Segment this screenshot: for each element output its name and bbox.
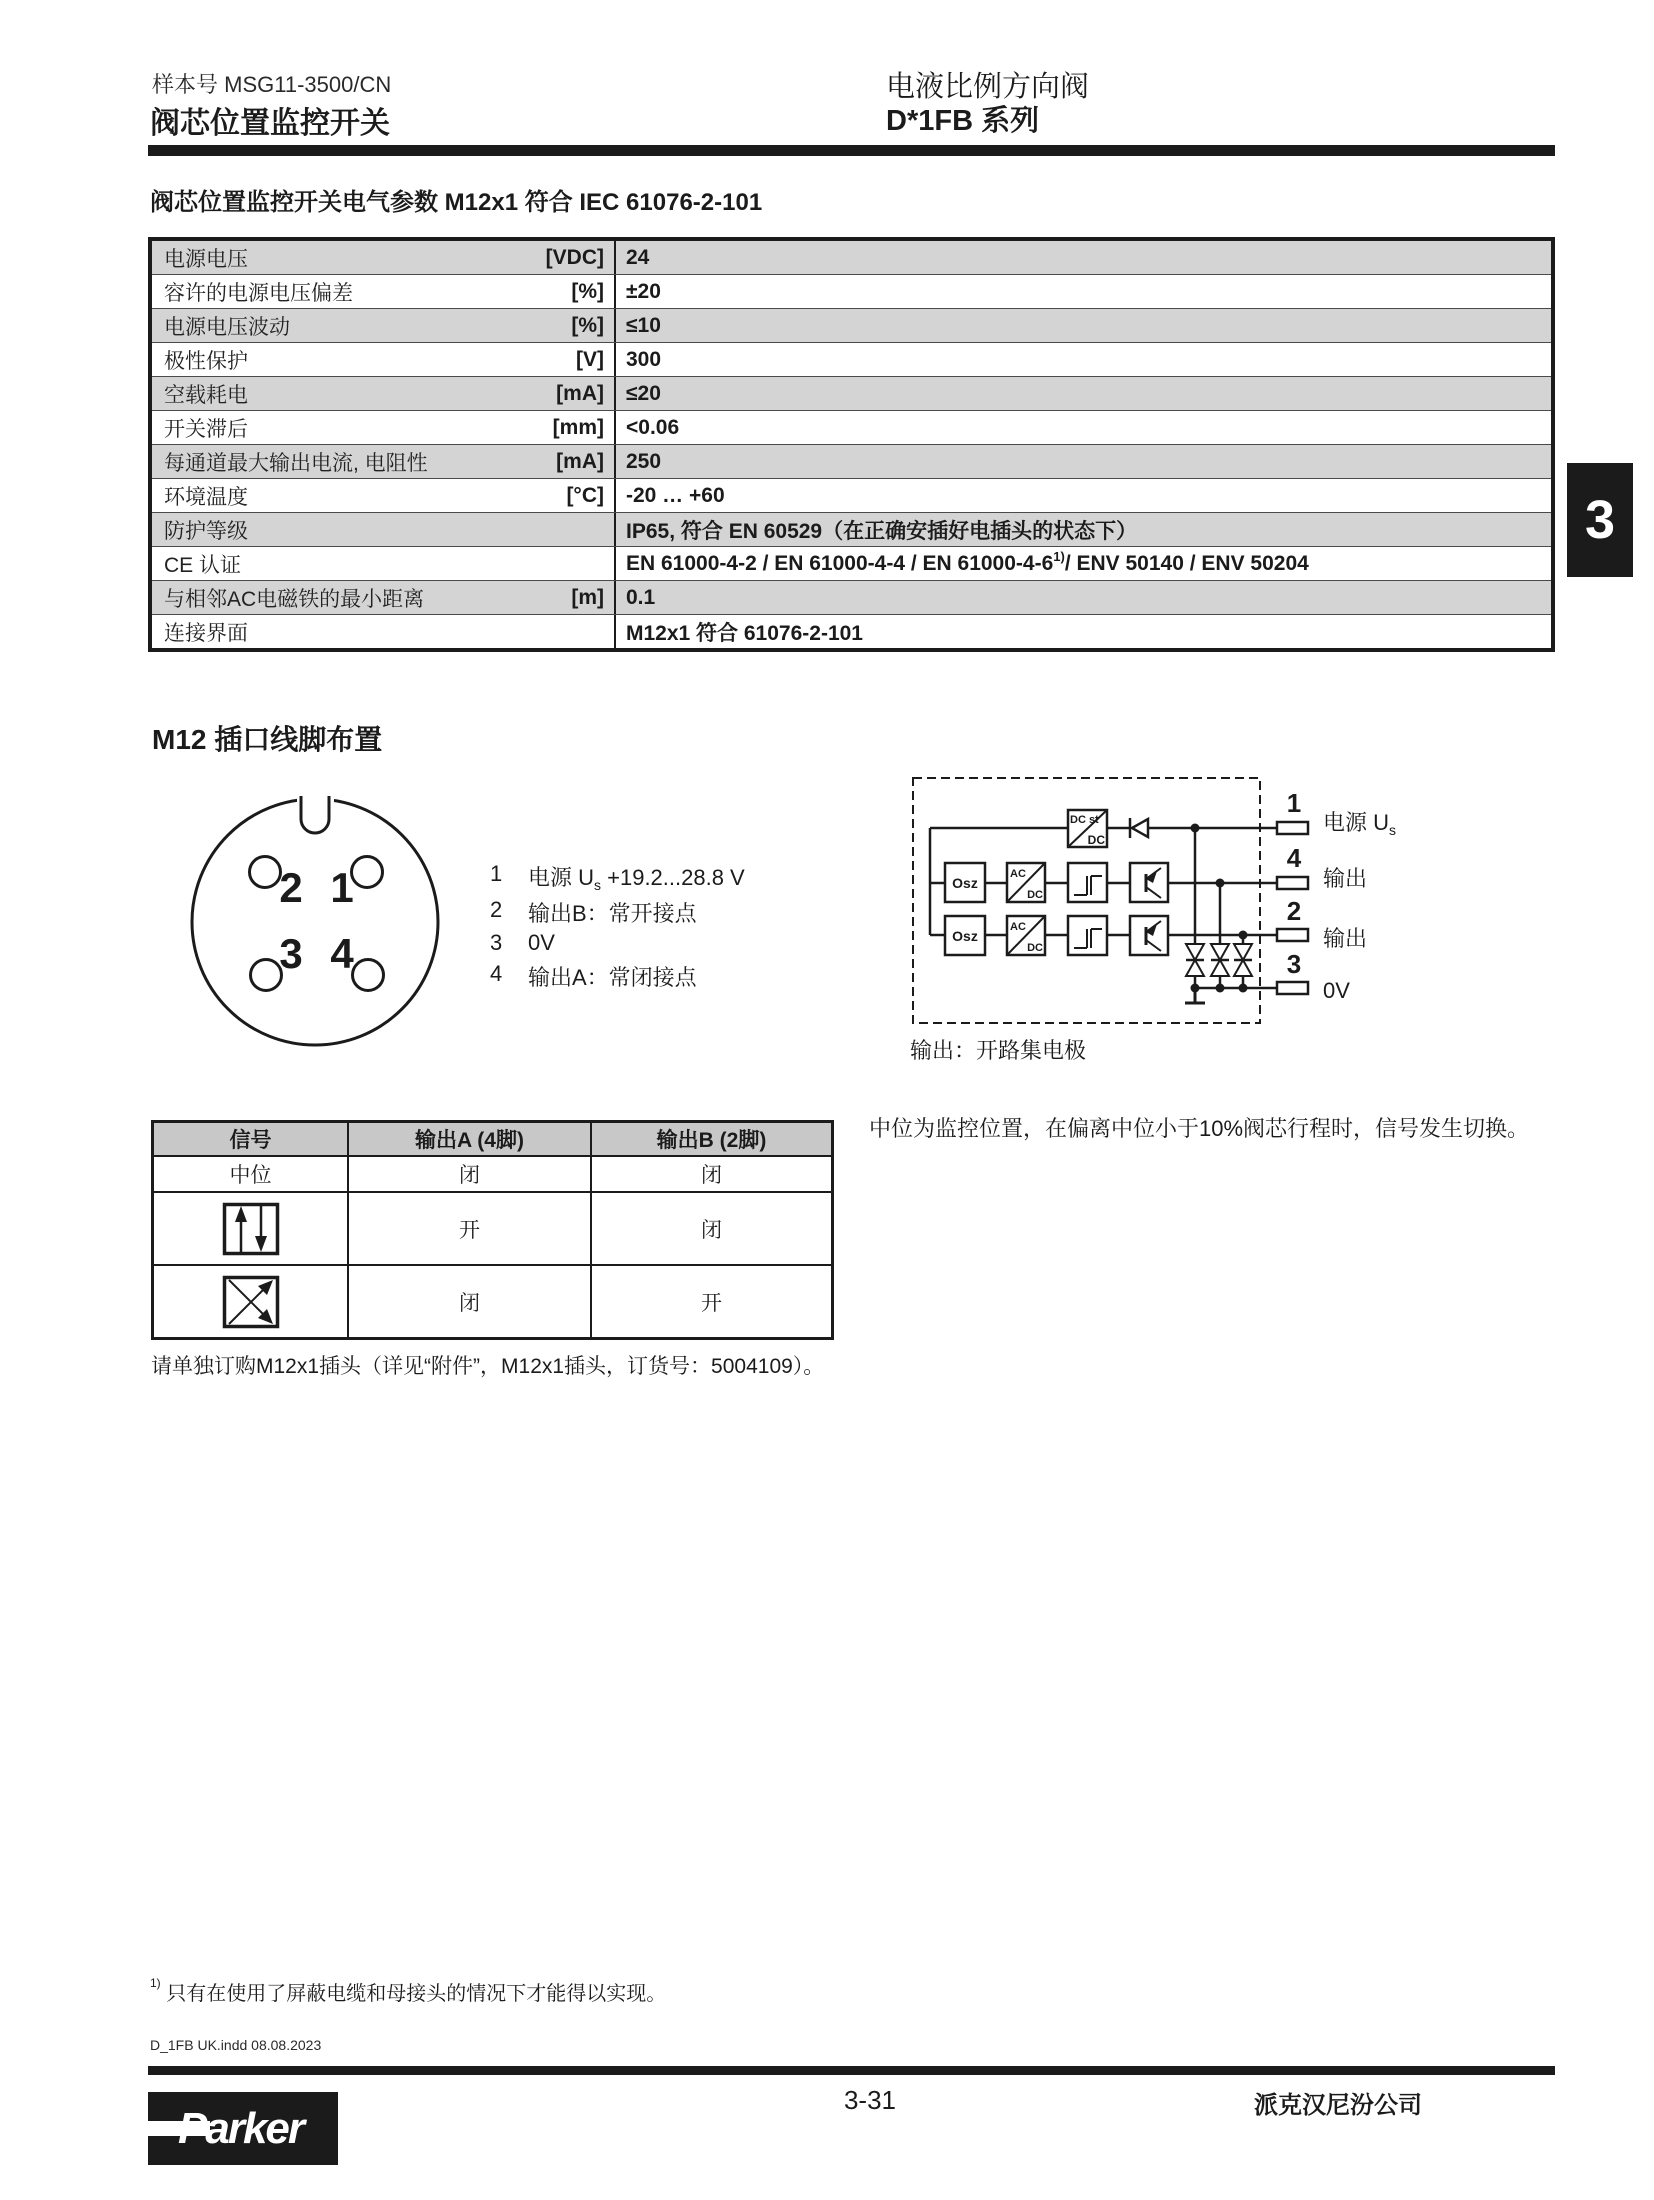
terminal-number: 3 [1286, 949, 1302, 979]
param-label: 空载耗电 [164, 383, 248, 407]
dcdc-converter-block [1068, 810, 1107, 847]
output-a-cell: 开 [347, 1193, 590, 1264]
terminal-label [1323, 806, 1396, 837]
svg-text:DC st: DC st [1070, 814, 1099, 826]
param-label: 电源电压 [164, 247, 248, 271]
electrical-table-title: 阀芯位置监控开关电气参数 M12x1 符合 IEC 61076-2-101 [150, 189, 763, 216]
param-unit: [%] [484, 275, 616, 308]
pin-number: 3 [490, 930, 503, 955]
footer-rule [148, 2066, 1555, 2075]
terminal-label: 0V [1323, 978, 1350, 1003]
tvs-diode-symbol [1234, 944, 1252, 976]
pin-1-hole [352, 857, 383, 888]
tvs-diode-symbol [1211, 944, 1229, 976]
table-row [152, 411, 1551, 445]
pin-description: 输出B：常开接点 [528, 901, 697, 926]
output-a-cell: 闭 [347, 1266, 590, 1337]
oscillator-block [945, 863, 985, 902]
param-label: 电源电压波动 [164, 315, 290, 339]
pin-number: 4 [490, 961, 503, 986]
param-value: 250 [626, 449, 662, 473]
param-unit [484, 513, 616, 546]
pin-number: 2 [490, 897, 503, 922]
hysteresis-block [1068, 916, 1107, 955]
logo-text: Parker [178, 2104, 304, 2153]
param-value: ±20 [626, 279, 661, 303]
param-value: EN 61000-4-2 / EN 61000-4-4 / EN 61000-4-6 1) / ENV 50140 / ENV 50204 [626, 548, 1309, 575]
signal-row-parallel [154, 1191, 831, 1264]
terminal-number: 2 [1286, 896, 1302, 926]
pin-legend-item [490, 961, 697, 992]
supply-label: 电源 U [1323, 810, 1390, 835]
param-value: M12x1 符合 61076-2-101 [626, 621, 863, 645]
signal-cell [154, 1193, 347, 1264]
footnote-text: 只有在使用了屏蔽电缆和母接头的情况下才能得以实现。 [166, 1983, 667, 2005]
param-unit: [mm] [484, 411, 616, 444]
table-row [152, 343, 1551, 377]
tvs-diode-symbol [1186, 944, 1204, 976]
param-value: ≤10 [626, 313, 661, 337]
output-b-cell: 闭 [590, 1157, 831, 1191]
pin-desc-post: +19.2...28.8 V [601, 865, 745, 890]
signal-cell: 中位 [229, 1164, 272, 1187]
param-unit [484, 547, 616, 580]
header-rule [148, 145, 1555, 156]
output-b-cell: 开 [590, 1266, 831, 1337]
connector-body-circle [192, 799, 438, 1045]
signal-table-header [154, 1123, 831, 1155]
circuit-caption: 输出：开路集电极 [910, 1038, 1087, 1063]
param-label: 开关滞后 [164, 417, 248, 441]
param-value: ≤20 [626, 381, 661, 405]
param-label: CE 认证 [164, 553, 242, 577]
param-unit: [°C] [484, 479, 616, 512]
pin-3-number: 3 [279, 930, 303, 977]
signal-row-crossed [154, 1264, 831, 1337]
connector-order-note: 请单独订购M12x1插头（详见“附件”，M12x1插头，订货号：5004109）。 [151, 1355, 825, 1378]
header-output-b: 输出B (2脚) [590, 1123, 831, 1155]
output-b-cell: 闭 [590, 1193, 831, 1264]
table-row [152, 309, 1551, 343]
footnote [150, 1977, 666, 2006]
company-name: 派克汉尼汾公司 [1254, 2092, 1422, 2119]
param-label: 环境温度 [164, 485, 248, 509]
table-row [152, 547, 1551, 581]
terminal-label: 输出 [1323, 866, 1368, 891]
transistor-output-block [1130, 863, 1168, 902]
terminal-number: 4 [1286, 843, 1302, 873]
hysteresis-block [1068, 863, 1107, 902]
pin-description: 输出A：常闭接点 [528, 965, 697, 990]
param-label: 防护等级 [164, 519, 248, 543]
terminal-label: 输出 [1323, 926, 1368, 951]
ce-value-post: / ENV 50140 / ENV 50204 [1064, 551, 1309, 575]
pin-3-hole [251, 960, 282, 991]
header-output-a: 输出A (4脚) [347, 1123, 590, 1155]
terminal-pad-1 [1277, 822, 1308, 834]
chapter-tab [1567, 463, 1633, 577]
signal-cell [154, 1266, 347, 1337]
table-row [152, 479, 1551, 513]
svg-text:Osz: Osz [952, 928, 978, 944]
pin-desc-sub: s [594, 877, 602, 893]
param-value: IP65, 符合 EN 60529（在正确安插好电插头的状态下） [626, 519, 1138, 543]
svg-text:AC: AC [1010, 868, 1026, 880]
electrical-parameters-table [148, 237, 1555, 652]
param-value: 24 [626, 245, 650, 269]
m12-section-title: M12 插口线脚布置 [152, 724, 383, 755]
svg-text:AC: AC [1010, 921, 1026, 933]
svg-text:DC: DC [1027, 889, 1043, 901]
ce-value-pre: EN 61000-4-2 / EN 61000-4-4 / EN 61000-4-6 [626, 551, 1054, 575]
signal-table [151, 1120, 834, 1340]
diode-symbol [1130, 818, 1148, 838]
chapter-number: 3 [1584, 490, 1616, 550]
pin-4-hole [353, 960, 384, 991]
param-unit: [VDC] [484, 241, 616, 274]
parallel-flow-valve-icon [222, 1202, 280, 1256]
pin-description [528, 861, 745, 892]
footnote-marker: 1) [150, 1976, 161, 1991]
table-row [152, 615, 1551, 648]
param-value: <0.06 [626, 415, 680, 439]
pin-2-number: 2 [279, 864, 303, 911]
param-unit: [mA] [484, 445, 616, 478]
table-row [152, 513, 1551, 547]
table-row [152, 241, 1551, 275]
pin-2-hole [250, 857, 281, 888]
param-label: 每通道最大输出电流, 电阻性 [164, 451, 428, 475]
pin-legend-item [490, 861, 745, 892]
pin-desc-pre: 电源 U [528, 865, 595, 890]
svg-text:DC: DC [1027, 942, 1043, 954]
table-row [152, 581, 1551, 615]
parker-logo [148, 2092, 338, 2165]
pin-legend-item [490, 930, 555, 956]
doc-number: 样本号 MSG11-3500/CN [152, 72, 392, 97]
param-unit: [V] [484, 343, 616, 376]
terminal-number: 1 [1286, 788, 1302, 818]
m12-connector-diagram [170, 780, 460, 1060]
pin-description: 0V [528, 930, 555, 955]
neutral-position-note: 中位为监控位置，在偏离中位小于10%阀芯行程时，信号发生切换。 [869, 1116, 1530, 1141]
pin-4-number: 4 [330, 930, 354, 977]
table-row [152, 377, 1551, 411]
product-series: D*1FB 系列 [886, 105, 1040, 137]
transistor-output-block [1130, 916, 1168, 955]
table-row [152, 275, 1551, 309]
acdc-converter-block [1007, 916, 1045, 955]
header-signal: 信号 [229, 1129, 272, 1152]
pin-legend-item [490, 897, 697, 928]
param-label: 与相邻AC电磁铁的最小距离 [164, 587, 425, 611]
param-label: 连接界面 [164, 621, 248, 645]
page-title: 阀芯位置监控开关 [150, 107, 390, 140]
output-a-cell: 闭 [347, 1157, 590, 1191]
param-unit: [mA] [484, 377, 616, 410]
terminal-pad-3 [1277, 982, 1308, 994]
svg-text:Osz: Osz [952, 875, 978, 891]
param-value: 0.1 [626, 585, 656, 609]
crossed-flow-valve-icon [222, 1275, 280, 1329]
table-row [152, 445, 1551, 479]
terminal-pad-4 [1277, 877, 1308, 889]
param-label: 容许的电源电压偏差 [164, 281, 353, 305]
pin-number: 1 [490, 861, 503, 886]
param-value: 300 [626, 347, 662, 371]
pin-1-number: 1 [330, 864, 354, 911]
param-value: -20 … +60 [626, 483, 725, 507]
param-unit [484, 615, 616, 648]
param-unit: [m] [484, 581, 616, 614]
acdc-converter-block [1007, 863, 1045, 902]
oscillator-block [945, 916, 985, 955]
supply-label-sub: s [1389, 822, 1397, 838]
page-number: 3-31 [843, 2085, 897, 2115]
terminal-pad-2 [1277, 929, 1308, 941]
signal-row-neutral [154, 1155, 831, 1191]
param-unit: [%] [484, 309, 616, 342]
svg-text:DC: DC [1087, 833, 1105, 847]
param-label: 极性保护 [164, 349, 248, 373]
product-family: 电液比例方向阀 [886, 71, 1090, 103]
file-info: D_1FB UK.indd 08.08.2023 [150, 2037, 322, 2053]
